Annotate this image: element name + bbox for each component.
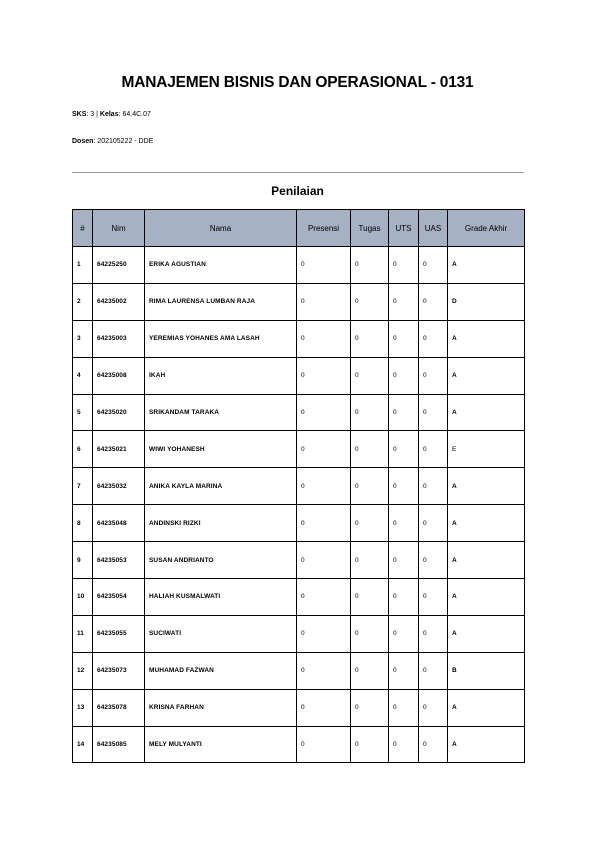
row-tugas: 0	[351, 505, 389, 542]
row-nama: IKAH	[145, 357, 297, 394]
section-title: Penilaian	[271, 184, 324, 198]
row-nim: 64235078	[93, 689, 145, 726]
row-nama: YEREMIAS YOHANES AMA LASAH	[145, 320, 297, 357]
row-nama: MUHAMAD FAZWAN	[145, 652, 297, 689]
row-grade: A	[448, 579, 525, 616]
row-nama: ANIKA KAYLA MARINA	[145, 468, 297, 505]
row-nama: RIMA LAURENSA LUMBAN RAJA	[145, 283, 297, 320]
row-grade: A	[448, 542, 525, 579]
row-number: 7	[73, 468, 93, 505]
header-nama: Nama	[145, 210, 297, 247]
lecturer-info	[72, 138, 153, 145]
sks-value: : 3 |	[86, 111, 98, 118]
row-grade: B	[448, 652, 525, 689]
row-number: 4	[73, 357, 93, 394]
row-presensi: 0	[297, 247, 351, 284]
row-presensi: 0	[297, 579, 351, 616]
header-uts: UTS	[389, 210, 419, 247]
header-presensi: Presensi	[297, 210, 351, 247]
row-number: 1	[73, 247, 93, 284]
table-row	[73, 283, 525, 320]
row-uts: 0	[389, 247, 419, 284]
header-tugas: Tugas	[351, 210, 389, 247]
row-uas: 0	[419, 394, 448, 431]
kelas-label: Kelas	[99, 111, 119, 118]
row-nim: 64235008	[93, 357, 145, 394]
sks-label: SKS	[72, 111, 87, 118]
row-uts: 0	[389, 283, 419, 320]
row-uts: 0	[389, 505, 419, 542]
row-presensi: 0	[297, 468, 351, 505]
row-grade: A	[448, 394, 525, 431]
row-tugas: 0	[351, 468, 389, 505]
row-nim: 64235085	[93, 726, 145, 763]
table-row	[73, 320, 525, 357]
row-grade: A	[448, 615, 525, 652]
row-uas: 0	[419, 579, 448, 616]
table-row	[73, 615, 525, 652]
row-presensi: 0	[297, 652, 351, 689]
row-tugas: 0	[351, 247, 389, 284]
row-nama: SUCIWATI	[145, 615, 297, 652]
row-nim: 64235055	[93, 615, 145, 652]
row-number: 9	[73, 542, 93, 579]
grades-table	[72, 209, 525, 763]
row-grade: A	[448, 247, 525, 284]
row-nim: 64235021	[93, 431, 145, 468]
header-nim: Nim	[93, 210, 145, 247]
row-number: 11	[73, 615, 93, 652]
row-nama: ANDINSKI RIZKI	[145, 505, 297, 542]
table-row	[73, 689, 525, 726]
row-grade: A	[448, 320, 525, 357]
table-row	[73, 579, 525, 616]
table-row	[73, 394, 525, 431]
row-uas: 0	[419, 689, 448, 726]
row-presensi: 0	[297, 726, 351, 763]
row-uts: 0	[389, 394, 419, 431]
row-uts: 0	[389, 320, 419, 357]
row-uas: 0	[419, 357, 448, 394]
row-nama: WIWI YOHANESH	[145, 431, 297, 468]
row-grade: A	[448, 357, 525, 394]
row-tugas: 0	[351, 283, 389, 320]
row-uas: 0	[419, 505, 448, 542]
row-number: 13	[73, 689, 93, 726]
table-header-row	[73, 210, 525, 247]
row-uts: 0	[389, 542, 419, 579]
row-presensi: 0	[297, 394, 351, 431]
row-tugas: 0	[351, 726, 389, 763]
row-uts: 0	[389, 357, 419, 394]
row-presensi: 0	[297, 615, 351, 652]
table-row	[73, 431, 525, 468]
row-tugas: 0	[351, 579, 389, 616]
row-grade: D	[448, 283, 525, 320]
row-tugas: 0	[351, 652, 389, 689]
header-uas: UAS	[419, 210, 448, 247]
row-uas: 0	[419, 283, 448, 320]
row-nama: SUSAN ANDRIANTO	[145, 542, 297, 579]
row-uts: 0	[389, 652, 419, 689]
row-tugas: 0	[351, 394, 389, 431]
row-nama: ERIKA AGUSTIAN	[145, 247, 297, 284]
row-grade: A	[448, 689, 525, 726]
table-row	[73, 505, 525, 542]
table-row	[73, 542, 525, 579]
row-tugas: 0	[351, 615, 389, 652]
row-uts: 0	[389, 579, 419, 616]
row-uas: 0	[419, 652, 448, 689]
row-tugas: 0	[351, 689, 389, 726]
course-info	[72, 111, 151, 118]
header-number: #	[73, 210, 93, 247]
row-uts: 0	[389, 726, 419, 763]
row-nama: SRIKANDAM TARAKA	[145, 394, 297, 431]
row-number: 8	[73, 505, 93, 542]
table-row	[73, 652, 525, 689]
row-uas: 0	[419, 431, 448, 468]
row-presensi: 0	[297, 431, 351, 468]
row-nim: 64225250	[93, 247, 145, 284]
row-uas: 0	[419, 542, 448, 579]
row-uts: 0	[389, 689, 419, 726]
row-grade: A	[448, 726, 525, 763]
header-grade-akhir: Grade Akhir	[448, 210, 525, 247]
row-grade: A	[448, 505, 525, 542]
row-grade: A	[448, 468, 525, 505]
row-uas: 0	[419, 726, 448, 763]
row-tugas: 0	[351, 357, 389, 394]
row-number: 14	[73, 726, 93, 763]
row-presensi: 0	[297, 357, 351, 394]
row-number: 2	[73, 283, 93, 320]
table-row	[73, 726, 525, 763]
row-nim: 64235073	[93, 652, 145, 689]
row-nama: KRISNA FARHAN	[145, 689, 297, 726]
row-presensi: 0	[297, 283, 351, 320]
table-row	[73, 468, 525, 505]
row-nim: 64235048	[93, 505, 145, 542]
row-nim: 64235020	[93, 394, 145, 431]
row-presensi: 0	[297, 542, 351, 579]
row-uts: 0	[389, 468, 419, 505]
dosen-value: : 202105222 - DDE	[93, 138, 154, 145]
table-row	[73, 357, 525, 394]
row-uts: 0	[389, 431, 419, 468]
row-nim: 64235002	[93, 283, 145, 320]
row-number: 10	[73, 579, 93, 616]
row-uas: 0	[419, 320, 448, 357]
row-uas: 0	[419, 247, 448, 284]
row-grade: E	[448, 431, 525, 468]
row-nim: 64235054	[93, 579, 145, 616]
row-tugas: 0	[351, 542, 389, 579]
dosen-label: Dosen	[72, 138, 94, 145]
row-nim: 64235032	[93, 468, 145, 505]
row-number: 3	[73, 320, 93, 357]
table-body	[73, 247, 525, 763]
row-presensi: 0	[297, 505, 351, 542]
row-number: 12	[73, 652, 93, 689]
page-title: MANAJEMEN BISNIS DAN OPERASIONAL - 0131	[121, 74, 474, 91]
row-uas: 0	[419, 615, 448, 652]
row-presensi: 0	[297, 320, 351, 357]
row-presensi: 0	[297, 689, 351, 726]
row-uts: 0	[389, 615, 419, 652]
row-nim: 64235053	[93, 542, 145, 579]
row-number: 5	[73, 394, 93, 431]
row-nama: MELY MULYANTI	[145, 726, 297, 763]
row-tugas: 0	[351, 431, 389, 468]
kelas-value: : 64.4C.07	[118, 111, 151, 118]
table-row	[73, 247, 525, 284]
row-uas: 0	[419, 468, 448, 505]
row-number: 6	[73, 431, 93, 468]
divider	[72, 172, 524, 173]
row-tugas: 0	[351, 320, 389, 357]
row-nim: 64235003	[93, 320, 145, 357]
row-nama: HALIAH KUSMALWATI	[145, 579, 297, 616]
